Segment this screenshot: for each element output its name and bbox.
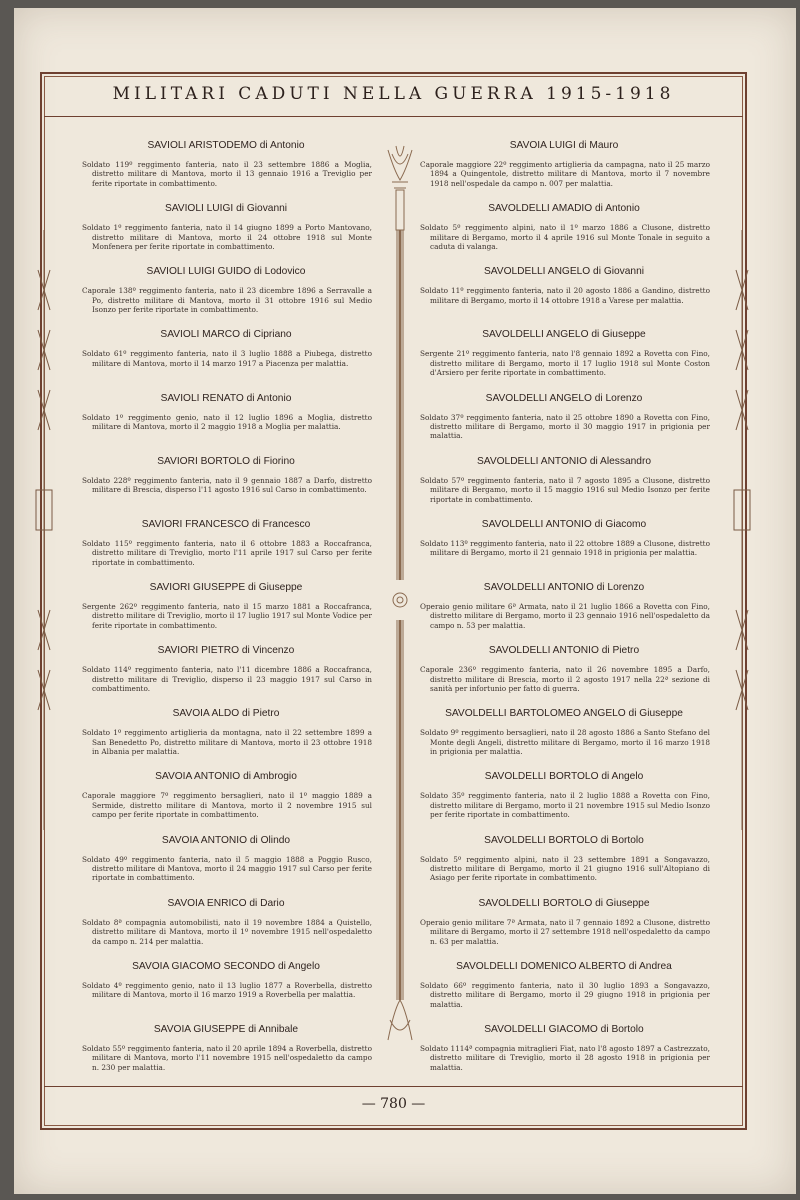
page-number: — 780 — <box>361 1096 426 1112</box>
entry-name: SAVOLDELLI ANTONIO di Pietro <box>488 645 640 657</box>
entry <box>76 582 376 638</box>
entry-text: Soldato 37º reggimento fanteria, nato il 25 ottobre 1890 a Rovetta con Fino, distretto militare di Bergamo, morto il 30 maggio 1917 in prigionia per malattia. <box>420 412 710 441</box>
entry <box>76 456 376 512</box>
entry-name: SAVOLDELLI BORTOLO di Bortolo <box>484 834 644 846</box>
entry <box>414 961 714 1017</box>
entry <box>76 771 376 827</box>
entry <box>76 140 376 196</box>
entry-text: Soldato 35º reggimento fanteria, nato il 2 luglio 1888 a Rovetta con Fino, distretto militare di Bergamo, morto il 21 novembre 1915 sul Medio Isonzo per ferite riportate in combattimento. <box>420 791 710 820</box>
entry <box>414 645 714 701</box>
entry <box>76 203 376 259</box>
entry-text: Sergente 262º reggimento fanteria, nato il 15 marzo 1881 a Roccafranca, distretto militare di Treviglio, morto il 17 luglio 1917 sul Monte Vodice per ferite riportate in combattimento. <box>82 601 372 630</box>
entry-text: Operaio genio militare 7ª Armata, nato il 7 gennaio 1892 a Clusone, distretto militare di Bergamo, morto il 27 settembre 1918 nell'ospedaletto da campo n. 63 per malattia. <box>420 917 710 946</box>
entry-text: Soldato 49º reggimento fanteria, nato il 5 maggio 1888 a Poggio Rusco, distretto militare di Mantova, morto il 24 maggio 1917 sul Carso per ferite riportate in combattimento. <box>82 854 372 883</box>
entry-name: SAVIOLI LUIGI di Giovanni <box>164 203 288 215</box>
entry-text: Caporale maggiore 22º reggimento artiglieria da campagna, nato il 25 marzo 1894 a Quingentole, distretto militare di Mantova, morto il 7 novembre 1918 nell'ospedale da campo n. 007 per malattia. <box>420 160 710 188</box>
entry <box>414 203 714 259</box>
entry <box>76 266 376 322</box>
entry-text: Soldato 5º reggimento alpini, nato il 1º marzo 1886 a Clusone, distretto militare di Bergamo, morto il 4 aprile 1916 sul Monte Tonale in seguito a caduta di valanga. <box>420 223 710 251</box>
entry-name: SAVOLDELLI ANTONIO di Giacomo <box>481 518 647 530</box>
entry-text: Soldato 1114ª compagnia mitraglieri Fiat, nato l'8 agosto 1897 a Castrezzato, distretto militare di Treviglio, morto il 28 agosto 1918 in prigionia per malattia. <box>420 1043 710 1072</box>
entry <box>76 1024 376 1080</box>
entry <box>414 329 714 385</box>
entry <box>414 582 714 638</box>
entry <box>414 708 714 764</box>
entry-name: SAVOLDELLI BORTOLO di Giuseppe <box>478 897 650 909</box>
entry-name: SAVIORI BORTOLO di Fiorino <box>157 455 295 467</box>
entry-text: Soldato 113º reggimento fanteria, nato il 22 ottobre 1889 a Clusone, distretto militare di Bergamo, morto il 21 gennaio 1918 in prigionia per malattia. <box>420 538 710 558</box>
entry-name: SAVOLDELLI ANTONIO di Lorenzo <box>483 581 645 593</box>
entry-text: Operaio genio militare 6ª Armata, nato il 21 luglio 1866 a Rovetta con Fino, distretto militare di Bergamo, morto il 23 gennaio 1916 nell'ospedaletto da campo n. 53 per malattia. <box>420 601 710 630</box>
entry <box>414 835 714 891</box>
left-lance-ornament-icon <box>32 230 56 830</box>
entry-name: SAVOIA LUIGI di Mauro <box>509 140 619 151</box>
entry-text: Soldato 5º reggimento alpini, nato il 23 settembre 1891 a Songavazzo, distretto militare di Bergamo, morto il 21 giugno 1916 sull'Altopiano di Asiago per ferite riportate in combattimento. <box>420 854 710 883</box>
entry-name: SAVOLDELLI GIACOMO di Bortolo <box>484 1023 644 1035</box>
page-title: MILITARI CADUTI NELLA GUERRA 1915-1918 <box>112 84 675 104</box>
entry <box>76 898 376 954</box>
entry-name: SAVIORI PIETRO di Vincenzo <box>157 645 295 657</box>
entry <box>76 519 376 575</box>
entry-text: Soldato 114º reggimento fanteria, nato l'11 dicembre 1886 a Roccafranca, distretto militare di Treviglio, disperso il 23 maggio 1917 sul Carso in combattimento. <box>82 665 372 693</box>
entry-name: SAVOLDELLI ANGELO di Giovanni <box>483 266 645 278</box>
entry <box>414 898 714 954</box>
entry-text: Soldato 8ª compagnia automobilisti, nato il 19 novembre 1884 a Quistello, distretto militare di Mantova, morto il 1º novembre 1915 nell'ospedaletto da campo n. 214 per malattia. <box>82 917 372 946</box>
entry <box>76 961 376 1017</box>
entry-text: Soldato 1º reggimento genio, nato il 12 luglio 1896 a Moglia, distretto militare di Mantova, morto il 2 maggio 1918 a Moglia per malattia. <box>82 412 372 431</box>
header-rule <box>44 116 743 117</box>
entry-name: SAVOLDELLI BORTOLO di Angelo <box>484 771 644 783</box>
left-column <box>76 140 376 1080</box>
entry-name: SAVOIA ALDO di Pietro <box>172 708 280 720</box>
entry-name: SAVOLDELLI DOMENICO ALBERTO di Andrea <box>456 960 672 972</box>
entry <box>76 645 376 701</box>
entry-text: Caporale 138º reggimento fanteria, nato il 23 dicembre 1896 a Serravalle a Po, distretto militare di Mantova, morto il 31 ottobre 1916 sul Medio Isonzo per ferite riportate in combattimento. <box>82 286 372 315</box>
entry-text: Soldato 61º reggimento fanteria, nato il 3 luglio 1888 a Piubega, distretto militare di Mantova, morto il 14 marzo 1917 a Piacenza per malattia. <box>82 349 372 368</box>
entry <box>414 140 714 196</box>
entry-name: SAVOLDELLI AMADIO di Antonio <box>488 203 640 215</box>
entry <box>414 1024 714 1080</box>
entry-name: SAVOIA GIACOMO SECONDO di Angelo <box>132 960 320 972</box>
entry <box>414 393 714 449</box>
entry-text: Caporale 236º reggimento fanteria, nato il 26 novembre 1895 a Darfo, distretto militare di Brescia, morto il 2 agosto 1917 nella 22ª sezione di sanità per infortunio per fatto di guerra. <box>420 665 710 693</box>
entry <box>414 456 714 512</box>
entry-text: Soldato 1º reggimento artiglieria da montagna, nato il 22 settembre 1899 a San Benedetto Po, distretto militare di Mantova, morto il 23 ottobre 1918 in Albania per malattia. <box>82 728 372 757</box>
entry-text: Sergente 21º reggimento fanteria, nato l'8 gennaio 1892 a Rovetta con Fino, distretto militare di Bergamo, morto il 17 luglio 1918 sul Monte Coston d'Arsiero per ferite riportate in combattimento. <box>420 349 710 378</box>
entry-name: SAVIOLI RENATO di Antonio <box>160 392 292 404</box>
entry-text: Caporale maggiore 7º reggimento bersaglieri, nato il 1º maggio 1889 a Sermide, distretto militare di Mantova, morto il 2 novembre 1915 sul campo per ferite riportate in combattimento. <box>82 791 372 820</box>
entry-name: SAVIOLI MARCO di Cipriano <box>160 329 292 341</box>
entry <box>76 329 376 385</box>
entry-name: SAVOLDELLI ANGELO di Lorenzo <box>485 392 643 404</box>
entry-name: SAVIOLI ARISTODEMO di Antonio <box>147 140 305 151</box>
entry-text: Soldato 57º reggimento fanteria, nato il 7 agosto 1895 a Clusone, distretto militare di Bergamo, morto il 15 maggio 1916 sul Medio Isonzo per ferite riportate in combattimento. <box>420 475 710 504</box>
entry <box>414 771 714 827</box>
entry-name: SAVIOLI LUIGI GUIDO di Lodovico <box>146 266 306 278</box>
entry-name: SAVIORI FRANCESCO di Francesco <box>141 518 311 530</box>
entry <box>414 519 714 575</box>
right-column <box>414 140 714 1080</box>
entry-name: SAVOIA ENRICO di Dario <box>167 897 285 909</box>
entry-text: Soldato 9º reggimento bersaglieri, nato il 28 agosto 1886 a Santo Stefano del Monte degli Angeli, distretto militare di Bergamo, morto il 16 marzo 1918 in prigionia per malattia. <box>420 728 710 757</box>
entry-text: Soldato 115º reggimento fanteria, nato il 6 ottobre 1883 a Roccafranca, distretto militare di Treviglio, morto l'11 aprile 1917 sul Carso per ferite riportate in combattimento. <box>82 538 372 567</box>
entry-text: Soldato 228º reggimento fanteria, nato il 9 gennaio 1887 a Darfo, distretto militare di Brescia, disperso l'11 agosto 1916 sul Carso in combattimento. <box>82 475 372 495</box>
entry-text: Soldato 55º reggimento fanteria, nato il 20 aprile 1894 a Roverbella, distretto militare di Mantova, morto l'11 novembre 1915 nell'ospedaletto da campo n. 230 per malattia. <box>82 1043 372 1072</box>
right-lance-ornament-icon <box>730 230 754 830</box>
entry-name: SAVOLDELLI ANGELO di Giuseppe <box>482 329 646 341</box>
entry-text: Soldato 4º reggimento genio, nato il 13 luglio 1877 a Roverbella, distretto militare di Mantova, morto il 16 marzo 1919 a Roverbella per malattia. <box>82 980 372 1000</box>
entry-name: SAVIORI GIUSEPPE di Giuseppe <box>149 581 303 593</box>
entry-text: Soldato 119º reggimento fanteria, nato il 23 settembre 1886 a Moglia, distretto militare di Mantova, morto il 13 gennaio 1916 a Treviglio per ferite riportate in combattimento. <box>82 160 372 188</box>
entry-text: Soldato 11º reggimento fanteria, nato il 20 agosto 1886 a Gandino, distretto militare di Bergamo, morto il 14 ottobre 1918 a Varese per malattia. <box>420 286 710 305</box>
entry <box>414 266 714 322</box>
entry <box>76 393 376 449</box>
entry-name: SAVOIA ANTONIO di Olindo <box>161 834 291 846</box>
entry-text: Soldato 1º reggimento fanteria, nato il 14 giugno 1899 a Porto Mantovano, distretto militare di Mantova, morto il 24 ottobre 1918 sul Monte Monfenera per ferite riportate in combattimento. <box>82 223 372 251</box>
entry-name: SAVOIA GIUSEPPE di Annibale <box>153 1023 299 1035</box>
entry-name: SAVOIA ANTONIO di Ambrogio <box>155 771 297 783</box>
entry-name: SAVOLDELLI ANTONIO di Alessandro <box>476 455 652 467</box>
entry-name: SAVOLDELLI BARTOLOMEO ANGELO di Giuseppe <box>445 708 683 720</box>
entry <box>76 708 376 764</box>
entry <box>76 835 376 891</box>
entry-text: Soldato 66º reggimento fanteria, nato il 30 luglio 1893 a Songavazzo, distretto militare di Bergamo, morto il 29 giugno 1918 in prigionia per malattia. <box>420 980 710 1009</box>
